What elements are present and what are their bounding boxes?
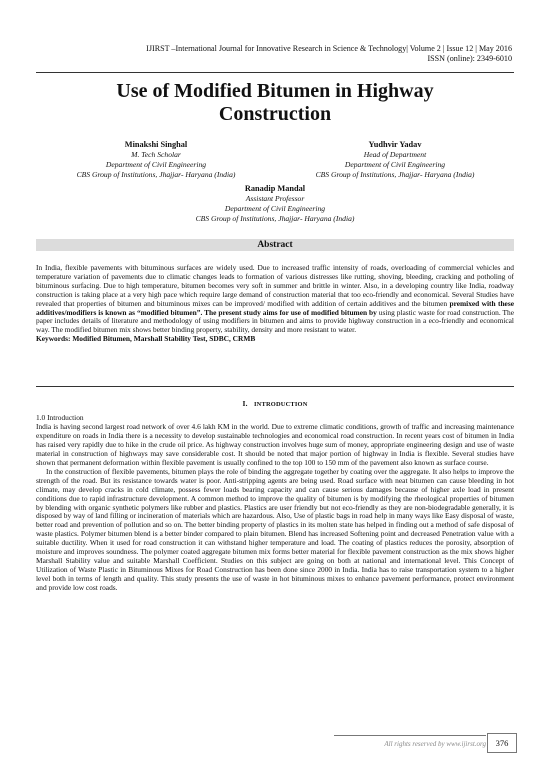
author-3 — [36, 184, 514, 224]
abstract-body: In India, flexible pavements with bituminous surfaces are widely used. Due to increased traffic intensity of roads, overloading of commercial vehicles and temperature variation of pavements due to climatic changes leads to formation of various distresses like rutting, shoving, bleeding, cracking and potholing of bituminous surfacing. Due to high temperature, bitumen becomes very soft in summer and brittle in winter. Also, in a developing country like India, roadway construction is taking place at a very high pace which require large demand of construction material that too eco-friendly and economical. Several Studies have revealed that properties of bitumen and bituminous mixes can be improved/ modified with addition of certain additives and the bitumen — [36, 263, 514, 308]
author-role: M. Tech Scholar — [131, 150, 181, 159]
author-name: Ranadip Mandal — [244, 184, 306, 193]
author-dept: Department of Civil Engineering — [224, 204, 326, 213]
title-line-1: Use of Modified Bitumen in Highway — [116, 80, 434, 102]
author-dept: Department of Civil Engineering — [344, 160, 446, 169]
section-heading — [0, 399, 550, 408]
issn-line: ISSN (online): 2349-6010 — [427, 54, 512, 63]
section-title: INTRODUCTION — [254, 401, 308, 408]
author-role: Head of Department — [363, 150, 427, 159]
paragraph-2: In the construction of flexible pavements, bitumen plays the role of binding the aggregate together by coating over the aggregate. It also helps to improve the strength of the road. But its resistance towards water is poor. Anti-stripping agents are being used. Road surface with neat bitumen can cause bleeding in hot climate, may develop cracks in cold climate, possess fewer loads bearing capacity and can cause serious damages because of higher axle load in present conditions due to rapid infrastructure development. A common method to improve the quality of bitumen is by modifying the rheological properties of bitumen by blending with organic synthetic polymers like rubber and plastics. Plastics are user friendly but not eco-friendly as they are non-biodegradable generally, it is disposed by way of land filling or incineration of materials which are hazardous. Also, Use of plastic bags in road help in many ways like Easy disposal of waste, better road and prevention of pollution and so on. The better binding property of plastics in its molten state has helped in finding out a method of safe disposal of waste plastics. Polymer bitumen blend is a better binder compared to plain bitumen. Blend has increased Softening point and decreased Penetration value with a suitable ductility. When it used for road construction it can withstand higher temperature and load. The coating of plastics reduces the porosity, absorption of moisture and improves soundness. The polymer coated aggregate bitumen mix forms better material for flexible pavement construction as the mix shows higher Marshall Stability value and suitable Marshall Coefficient. Studies on this subject are going on both at national and international level. This Concept of Utilization of Waste Plastic in Bituminous Mixes for Road Construction has been done since 2000 in India. India has to raise transportation system to a higher level both in terms of length and quality. This study presents the use of waste in hot bituminous mixes to enhance pavement performance, protect environment and provide low cost roads. — [36, 466, 514, 593]
author-affiliation: CBS Group of Institutions, Jhajjar- Haryana (India) — [76, 170, 236, 179]
author-affiliation: CBS Group of Institutions, Jhajjar- Haryana (India) — [195, 214, 355, 223]
abstract-text — [36, 264, 514, 344]
abstract-bold: premixed with these additives/modifiers is known as “modified bitumen”. The present study aims for use of modified bitumen by — [36, 298, 514, 317]
footer-rule — [334, 735, 486, 736]
journal-header — [32, 44, 512, 64]
author-name: Minakshi Singhal — [124, 140, 188, 149]
abstract-heading: Abstract — [36, 239, 514, 251]
author-role: Assistant Professor — [245, 194, 305, 203]
page-number: 376 — [487, 733, 517, 753]
paragraph-1: India is having second largest road network of over 4.6 lakh KM in the world. Due to extreme climatic conditions, growth of traffic and increasing maintenance expenditure on roads in India there is a necessity to develop sustainable technologies and economical road construction. In recent years cost of bitumen in India has raised very rapidly due to hike in the crude oil price. As highway construction involves huge sum of money, appropriate engineering design and use of waste material in construction of highways may save considerable cost. It should be noted that major portion of highway in India is flexible. Several studies have shown that permanent deformation within flexible pavement is usually confined to the top 100 to 150 mm of the pavement also known as surface course. — [36, 421, 514, 467]
author-affiliation: CBS Group of Institutions, Jhajjar- Haryana (India) — [315, 170, 475, 179]
author-dept: Department of Civil Engineering — [105, 160, 207, 169]
paper-title — [0, 80, 550, 126]
title-line-2: Construction — [218, 103, 332, 125]
subsection-heading: 1.0 Introduction — [36, 413, 84, 422]
footer-rights: All rights reserved by www.ijirst.org — [384, 740, 486, 748]
section-rule — [36, 386, 514, 387]
header-rule — [36, 72, 514, 73]
body-text — [36, 414, 514, 593]
journal-line: IJIRST –International Journal for Innovative Research in Science & Technology| Volume 2 | Issue 12 | May 2016 — [146, 44, 512, 53]
section-numeral: I. — [242, 399, 248, 408]
keywords: Keywords: Modified Bitumen, Marshall Stability Test, SDBC, CRMB — [36, 334, 256, 344]
author-block — [36, 140, 514, 223]
author-1 — [36, 140, 276, 180]
abstract-tail: using plastic waste for road construction. The paper includes details of literature and methodology of using modifiers in bitumen and aims to provide highway construction in a eco-friendly and economical way. The modified bitumen mix shows better binding property, stability, density and more resistant to water. — [36, 307, 514, 335]
author-name: Yudhvir Yadav — [368, 140, 422, 149]
author-2 — [276, 140, 514, 180]
